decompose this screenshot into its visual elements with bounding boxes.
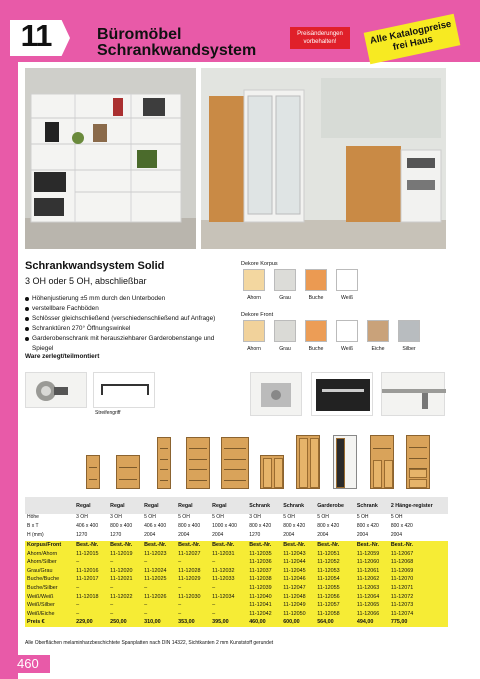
table-cell: Schrank — [247, 497, 281, 514]
table-cell: – — [142, 558, 176, 567]
table-cell: 250,00 — [108, 618, 142, 627]
table-cell: Best.-Nr. — [281, 541, 315, 550]
table-cell: 11-12067 — [389, 550, 448, 559]
table-cell: 11-12035 — [247, 550, 281, 559]
table-cell: Best.-Nr. — [315, 541, 355, 550]
front-swatch-silber — [398, 320, 420, 342]
table-cell: 11-12060 — [355, 558, 389, 567]
table-cell: – — [74, 558, 108, 567]
table-cell: 11-12042 — [247, 610, 281, 619]
table-cell: Garderobe — [315, 497, 355, 514]
cabinet-drawing — [406, 435, 430, 489]
front-swatch-label: Buche — [308, 346, 324, 352]
table-cell: Höhe — [27, 514, 39, 520]
table-cell: 11-12031 — [210, 550, 247, 559]
product-subtitle: 3 OH oder 5 OH, abschließbar — [25, 276, 147, 286]
table-cell: Grau/Grau — [25, 567, 74, 576]
table-cell: 775,00 — [389, 618, 448, 627]
table-cell: 800 x 400 — [110, 523, 133, 529]
table-cell: 5 OH — [356, 514, 369, 520]
cabinet-drawing — [296, 435, 320, 489]
table-cell: 5 OH — [144, 514, 156, 520]
table-cell: 11-12018 — [74, 593, 108, 602]
table-cell: Korpus/Front — [25, 541, 74, 550]
table-cell: 2004 — [212, 532, 224, 538]
table-cell: 11-12020 — [108, 567, 142, 576]
table-cell: 11-12058 — [315, 610, 355, 619]
table-row — [25, 584, 448, 593]
table-cell: – — [108, 610, 142, 619]
table-cell: 11-12041 — [247, 601, 281, 610]
table-cell: 2004 — [390, 532, 402, 538]
table-price-row — [25, 618, 448, 627]
footnote: Alle Oberflächen melaminharzbeschichtete Spanplatten nach DIN 14322, Sichtkanten 2 mm Kunststoff gerundet — [25, 640, 274, 646]
table-cell: 11-12032 — [210, 567, 247, 576]
table-cell: 5 OH — [317, 514, 329, 520]
table-cell: Weiß/Silber — [25, 601, 74, 610]
lock-image — [25, 372, 87, 408]
table-cell: 11-12052 — [315, 558, 355, 567]
cabinet-drawing — [370, 435, 394, 489]
table-hmm-row — [25, 532, 448, 541]
table-cell: 11-12061 — [355, 567, 389, 576]
table-cell: – — [74, 584, 108, 593]
table-cell: – — [74, 601, 108, 610]
table-cell: – — [142, 601, 176, 610]
table-cell: 11-12057 — [315, 601, 355, 610]
table-cell: 11-12048 — [281, 593, 315, 602]
table-cell: 11-12023 — [142, 550, 176, 559]
cabinet-drawing — [221, 437, 249, 489]
table-cell: 800 x 420 — [390, 523, 413, 529]
korpus-swatch-label: Grau — [279, 295, 291, 301]
table-cell: Ahorn/Ahorn — [25, 550, 74, 559]
table-cell — [25, 497, 74, 514]
table-cell: 11-12026 — [142, 593, 176, 602]
table-cell: 11-12030 — [176, 593, 210, 602]
table-cell: 11-12044 — [281, 558, 315, 567]
table-cell: 11-12027 — [176, 550, 210, 559]
feature-item: Schlösser gleichschließend (verschiedenschließend auf Anfrage) — [25, 314, 235, 324]
korpus-swatch-ahorn — [243, 269, 265, 291]
table-cell: 406 x 400 — [76, 523, 99, 529]
table-cell: 3 OH — [110, 514, 122, 520]
table-cell: 3 OH — [76, 514, 88, 520]
table-cell: 800 x 420 — [317, 523, 340, 529]
table-cell: 800 x 420 — [249, 523, 272, 529]
table-cell: Best.-Nr. — [355, 541, 389, 550]
table-cell: 11-12070 — [389, 575, 448, 584]
feature-item: Höhenjustierung ±5 mm durch den Unterboden — [25, 294, 235, 304]
table-cell: 11-12064 — [355, 593, 389, 602]
table-cell: 11-12049 — [281, 601, 315, 610]
table-cell: 11-12021 — [108, 575, 142, 584]
table-cell: 11-12072 — [389, 593, 448, 602]
table-cell: 310,00 — [142, 618, 176, 627]
table-cell: 2004 — [317, 532, 329, 538]
table-cell: Schrank — [281, 497, 315, 514]
table-cell: H (mm) — [27, 532, 44, 538]
table-cell: 11-12015 — [74, 550, 108, 559]
table-cell: – — [176, 601, 210, 610]
cabinet-drawing — [186, 437, 210, 489]
table-cell: 11-12056 — [315, 593, 355, 602]
table-cell: Best.-Nr. — [210, 541, 247, 550]
table-cell: Weiß/Weiß — [25, 593, 74, 602]
table-cell: Regal — [74, 497, 108, 514]
table-cell: Ahorn/Silber — [25, 558, 74, 567]
product-table — [25, 497, 448, 627]
table-cell: – — [176, 610, 210, 619]
table-cell: 2004 — [144, 532, 156, 538]
table-cell: Best.-Nr. — [142, 541, 176, 550]
table-cell: Best.-Nr. — [176, 541, 210, 550]
cabinet-drawing — [116, 455, 140, 489]
table-cell: 11-12059 — [355, 550, 389, 559]
table-cell: 1270 — [110, 532, 122, 538]
table-cell: Preis € — [25, 618, 74, 627]
table-row — [25, 567, 448, 576]
table-cell: 564,00 — [315, 618, 355, 627]
wardrobe-rail-image — [311, 372, 373, 416]
table-cell: – — [210, 601, 247, 610]
feature-item: verstellbare Fachböden — [25, 304, 235, 314]
front-swatch-ahorn — [243, 320, 265, 342]
chapter-number: 11 — [20, 18, 52, 53]
table-cell: 11-12017 — [74, 575, 108, 584]
front-swatch-label: Eiche — [371, 346, 385, 352]
feature-list — [25, 294, 235, 354]
front-swatch-label: Weiß — [340, 346, 353, 352]
table-cell: – — [108, 584, 142, 593]
handle-image — [93, 372, 155, 408]
table-cell: 2004 — [356, 532, 368, 538]
table-cell: 5 OH — [178, 514, 190, 520]
table-cell: 11-12037 — [247, 567, 281, 576]
table-cell: 11-12066 — [355, 610, 389, 619]
feature-item: Garderobenschrank mit herausziehbarer Garderobenstange und Spiegel — [25, 334, 235, 354]
table-cell: – — [142, 610, 176, 619]
table-cell: – — [74, 610, 108, 619]
table-cell: – — [176, 558, 210, 567]
cabinet-drawing — [86, 455, 100, 489]
table-cell: 11-12062 — [355, 575, 389, 584]
table-cell: 1270 — [249, 532, 261, 538]
table-cell: – — [210, 610, 247, 619]
decor-front-title: Dekore Front — [241, 312, 274, 318]
table-row — [25, 558, 448, 567]
catalog-badge: Alle Katalogpreise frei Haus — [364, 14, 461, 64]
table-cell: Best.-Nr. — [247, 541, 281, 550]
table-row — [25, 610, 448, 619]
table-cell: Best.-Nr. — [108, 541, 142, 550]
table-row — [25, 550, 448, 559]
page-title-line1: Büromöbel — [97, 26, 182, 43]
table-cell: 11-12047 — [281, 584, 315, 593]
table-row — [25, 593, 448, 602]
table-cell: 11-12039 — [247, 584, 281, 593]
table-cell: 11-12029 — [176, 575, 210, 584]
table-cell: – — [108, 558, 142, 567]
table-cell: 1000 x 400 — [212, 523, 237, 529]
product-title: Schrankwandsystem Solid — [25, 260, 165, 272]
table-cell: 11-12054 — [315, 575, 355, 584]
cabinet-drawing — [333, 435, 357, 489]
table-cell: 5 OH — [283, 514, 295, 520]
korpus-swatch-weiß — [336, 269, 358, 291]
table-cell: 11-12045 — [281, 567, 315, 576]
table-cell: Regal — [108, 497, 142, 514]
front-swatch-grau — [274, 320, 296, 342]
feature-item: Schranktüren 270° Öffnungswinkel — [25, 324, 235, 334]
table-cell: 11-12038 — [247, 575, 281, 584]
table-cell: Best.-Nr. — [74, 541, 108, 550]
table-row — [25, 601, 448, 610]
table-cell: 460,00 — [247, 618, 281, 627]
table-cell: 11-12046 — [281, 575, 315, 584]
table-cell: 11-12033 — [210, 575, 247, 584]
table-cell: 11-12025 — [142, 575, 176, 584]
table-type-row — [25, 497, 448, 514]
table-cell: 11-12051 — [315, 550, 355, 559]
table-cell: Buche/Silber — [25, 584, 74, 593]
table-cell: 11-12074 — [389, 610, 448, 619]
table-cell: 11-12065 — [355, 601, 389, 610]
table-cell: Regal — [176, 497, 210, 514]
table-cell: 5 OH — [212, 514, 224, 520]
table-cell: 11-12040 — [247, 593, 281, 602]
product-photo-shelving — [25, 68, 196, 249]
table-cell: 11-12053 — [315, 567, 355, 576]
korpus-swatch-buche — [305, 269, 327, 291]
front-swatch-eiche — [367, 320, 389, 342]
table-cell: 11-12036 — [247, 558, 281, 567]
table-cell: 5 OH — [390, 514, 403, 520]
assembly-note: Ware zerlegt/teilmontiert — [25, 353, 100, 360]
table-cell: 2 Hänge-register — [389, 497, 448, 514]
table-size-row — [25, 523, 448, 532]
table-cell: 11-12055 — [315, 584, 355, 593]
table-cell: 800 x 400 — [178, 523, 201, 529]
table-cell: 11-12050 — [281, 610, 315, 619]
table-row — [25, 575, 448, 584]
hinge-image — [250, 372, 302, 416]
table-cell: 395,00 — [210, 618, 247, 627]
decor-korpus-title: Dekore Korpus — [241, 261, 278, 267]
table-cell: Regal — [142, 497, 176, 514]
table-cell: B x T — [27, 523, 39, 529]
table-cell: 11-12068 — [389, 558, 448, 567]
handle-label: Streifengriff — [95, 410, 121, 416]
table-cell: – — [210, 584, 247, 593]
product-photo-cabinets — [201, 68, 446, 249]
korpus-swatch-label: Weiß — [340, 295, 353, 301]
korpus-swatch-label: Buche — [308, 295, 324, 301]
table-cell: – — [142, 584, 176, 593]
table-cell: 494,00 — [355, 618, 389, 627]
korpus-swatch-grau — [274, 269, 296, 291]
cabinet-drawing — [157, 437, 171, 489]
table-cell: 11-12069 — [389, 567, 448, 576]
table-cell: 800 x 420 — [283, 523, 306, 529]
table-cell: 353,00 — [176, 618, 210, 627]
table-cell: Buche/Buche — [25, 575, 74, 584]
table-cell: 11-12024 — [142, 567, 176, 576]
table-cell: – — [176, 584, 210, 593]
table-height-row — [25, 514, 448, 523]
table-cell: Schrank — [355, 497, 389, 514]
table-cell: 11-12043 — [281, 550, 315, 559]
front-swatch-label: Ahorn — [247, 346, 261, 352]
table-cell: – — [108, 601, 142, 610]
table-cell: 229,00 — [74, 618, 108, 627]
table-cell: 3 OH — [249, 514, 261, 520]
side-strip — [0, 0, 18, 679]
table-cell: Regal — [210, 497, 247, 514]
front-swatch-weiß — [336, 320, 358, 342]
table-cell: Weiß/Eiche — [25, 610, 74, 619]
table-cell: 1270 — [76, 532, 88, 538]
table-cell: 11-12034 — [210, 593, 247, 602]
table-cell: 2004 — [283, 532, 295, 538]
table-cell: 11-12022 — [108, 593, 142, 602]
page-title-line2: Schrankwandsystem — [97, 42, 257, 59]
table-cell: 11-12073 — [389, 601, 448, 610]
table-order-header — [25, 541, 448, 550]
front-swatch-buche — [305, 320, 327, 342]
page-number: 460 — [17, 656, 39, 671]
table-cell: 11-12063 — [355, 584, 389, 593]
table-cell: 11-12071 — [389, 584, 448, 593]
table-cell: 2004 — [178, 532, 190, 538]
table-cell: 800 x 420 — [356, 523, 379, 529]
shelf-detail-image — [381, 372, 445, 416]
table-cell: 11-12016 — [74, 567, 108, 576]
korpus-swatch-label: Ahorn — [247, 295, 261, 301]
table-cell: – — [210, 558, 247, 567]
front-swatch-label: Grau — [279, 346, 291, 352]
table-cell: 11-12019 — [108, 550, 142, 559]
front-swatch-label: Silber — [402, 346, 416, 352]
table-cell: 406 x 400 — [144, 523, 167, 529]
table-cell: 600,00 — [281, 618, 315, 627]
price-notice: Preisänderungen vorbehalten! — [290, 27, 350, 49]
table-cell: 11-12028 — [176, 567, 210, 576]
cabinet-drawing — [260, 455, 284, 489]
table-cell: Best.-Nr. — [389, 541, 448, 550]
